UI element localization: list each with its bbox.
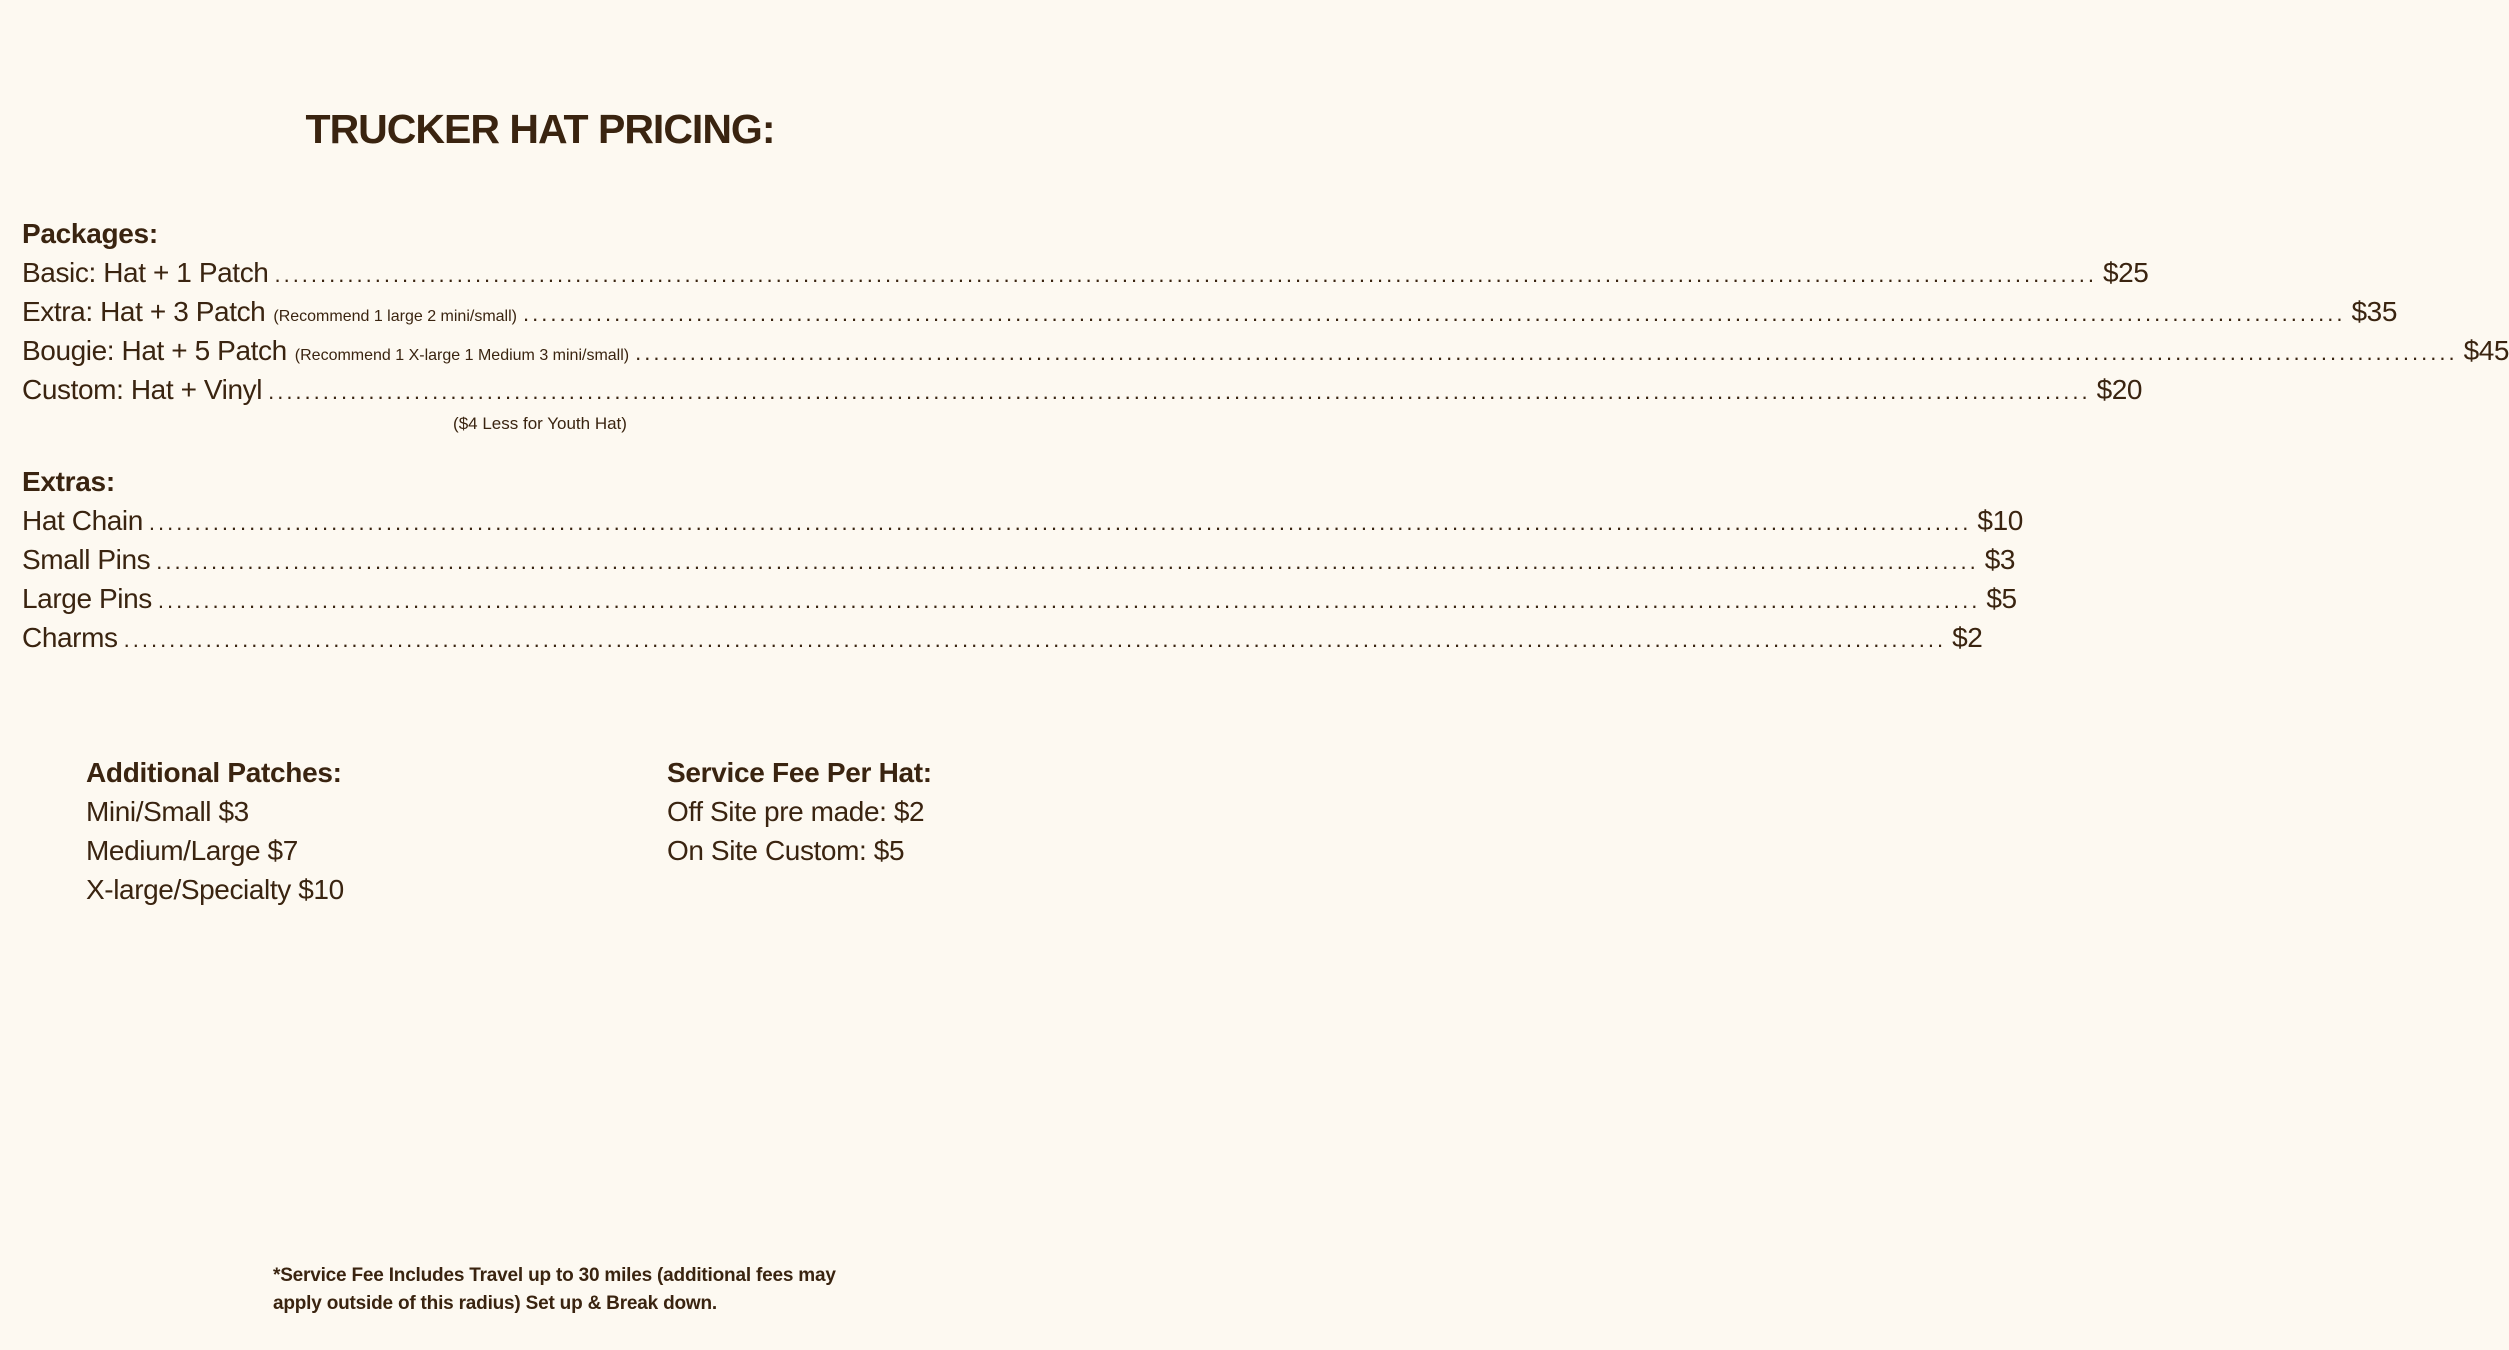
dot-leader: ........................................................................................................................................................................................................ <box>156 549 1979 574</box>
extra-label: Large Pins <box>22 583 152 614</box>
dot-leader: ........................................................................................................................................................................................................ <box>123 627 1947 652</box>
extras-section <box>22 462 2023 657</box>
package-note: (Recommend 1 large 2 mini/small) <box>273 308 517 325</box>
dot-leader: ........................................................................................................................................................................................................ <box>635 340 2458 365</box>
package-label: Bougie: Hat + 5 Patch <box>22 335 287 366</box>
extra-price: $2 <box>1952 622 1983 653</box>
extra-price: $10 <box>1977 505 2023 536</box>
extra-label: Small Pins <box>22 544 151 575</box>
package-label: Basic: Hat + 1 Patch <box>22 257 269 288</box>
patch-price-line: Mini/Small $3 <box>86 796 249 827</box>
extra-row-large-pins <box>22 579 2017 618</box>
package-note: (Recommend 1 X-large 1 Medium 3 mini/small) <box>294 347 630 364</box>
service-fee-line: On Site Custom: $5 <box>667 835 905 866</box>
package-price: $25 <box>2102 257 2149 288</box>
extra-row-charms <box>22 618 1983 657</box>
additional-patches-heading: Additional Patches: <box>86 757 342 788</box>
dot-leader: ........................................................................................................................................................................................................ <box>268 379 2091 404</box>
patch-price-line: Medium/Large $7 <box>86 835 298 866</box>
youth-hat-note: ($4 Less for Youth Hat) <box>453 414 627 433</box>
dot-leader: ........................................................................................................................................................................................................ <box>274 262 2097 287</box>
extra-price: $5 <box>1986 583 2017 614</box>
package-label: Custom: Hat + Vinyl <box>22 374 263 405</box>
extra-label: Hat Chain <box>22 505 143 536</box>
extras-heading: Extras: <box>22 466 115 497</box>
packages-heading: Packages: <box>22 218 158 249</box>
package-price: $35 <box>2351 296 2397 327</box>
extra-label: Charms <box>22 622 118 653</box>
additional-patches-block <box>86 753 344 909</box>
packages-section <box>22 214 2509 409</box>
package-row-basic <box>22 253 2149 292</box>
extra-price: $3 <box>1984 544 2016 575</box>
patch-price-line: X-large/Specialty $10 <box>86 874 344 905</box>
service-fee-heading: Service Fee Per Hat: <box>667 757 932 788</box>
service-fee-line: Off Site pre made: $2 <box>667 796 925 827</box>
dot-leader: ........................................................................................................................................................................................................ <box>148 510 1972 535</box>
package-price: $20 <box>2096 374 2143 405</box>
package-row-extra <box>22 292 2397 331</box>
dot-leader: ........................................................................................................................................................................................................ <box>523 301 2346 326</box>
extra-row-hat-chain <box>22 501 2023 540</box>
service-fee-footnote: *Service Fee Includes Travel up to 30 miles (additional fees may apply outside of this radius) Set up & Break down. <box>273 1265 836 1314</box>
dot-leader: ........................................................................................................................................................................................................ <box>157 588 1981 613</box>
package-price: $45 <box>2463 335 2509 366</box>
package-label: Extra: Hat + 3 Patch <box>22 296 266 327</box>
extra-row-small-pins <box>22 540 2016 579</box>
package-row-bougie <box>22 331 2509 370</box>
service-fee-block <box>667 753 932 870</box>
package-row-custom <box>22 370 2143 409</box>
page-title: TRUCKER HAT PRICING: <box>305 106 775 152</box>
